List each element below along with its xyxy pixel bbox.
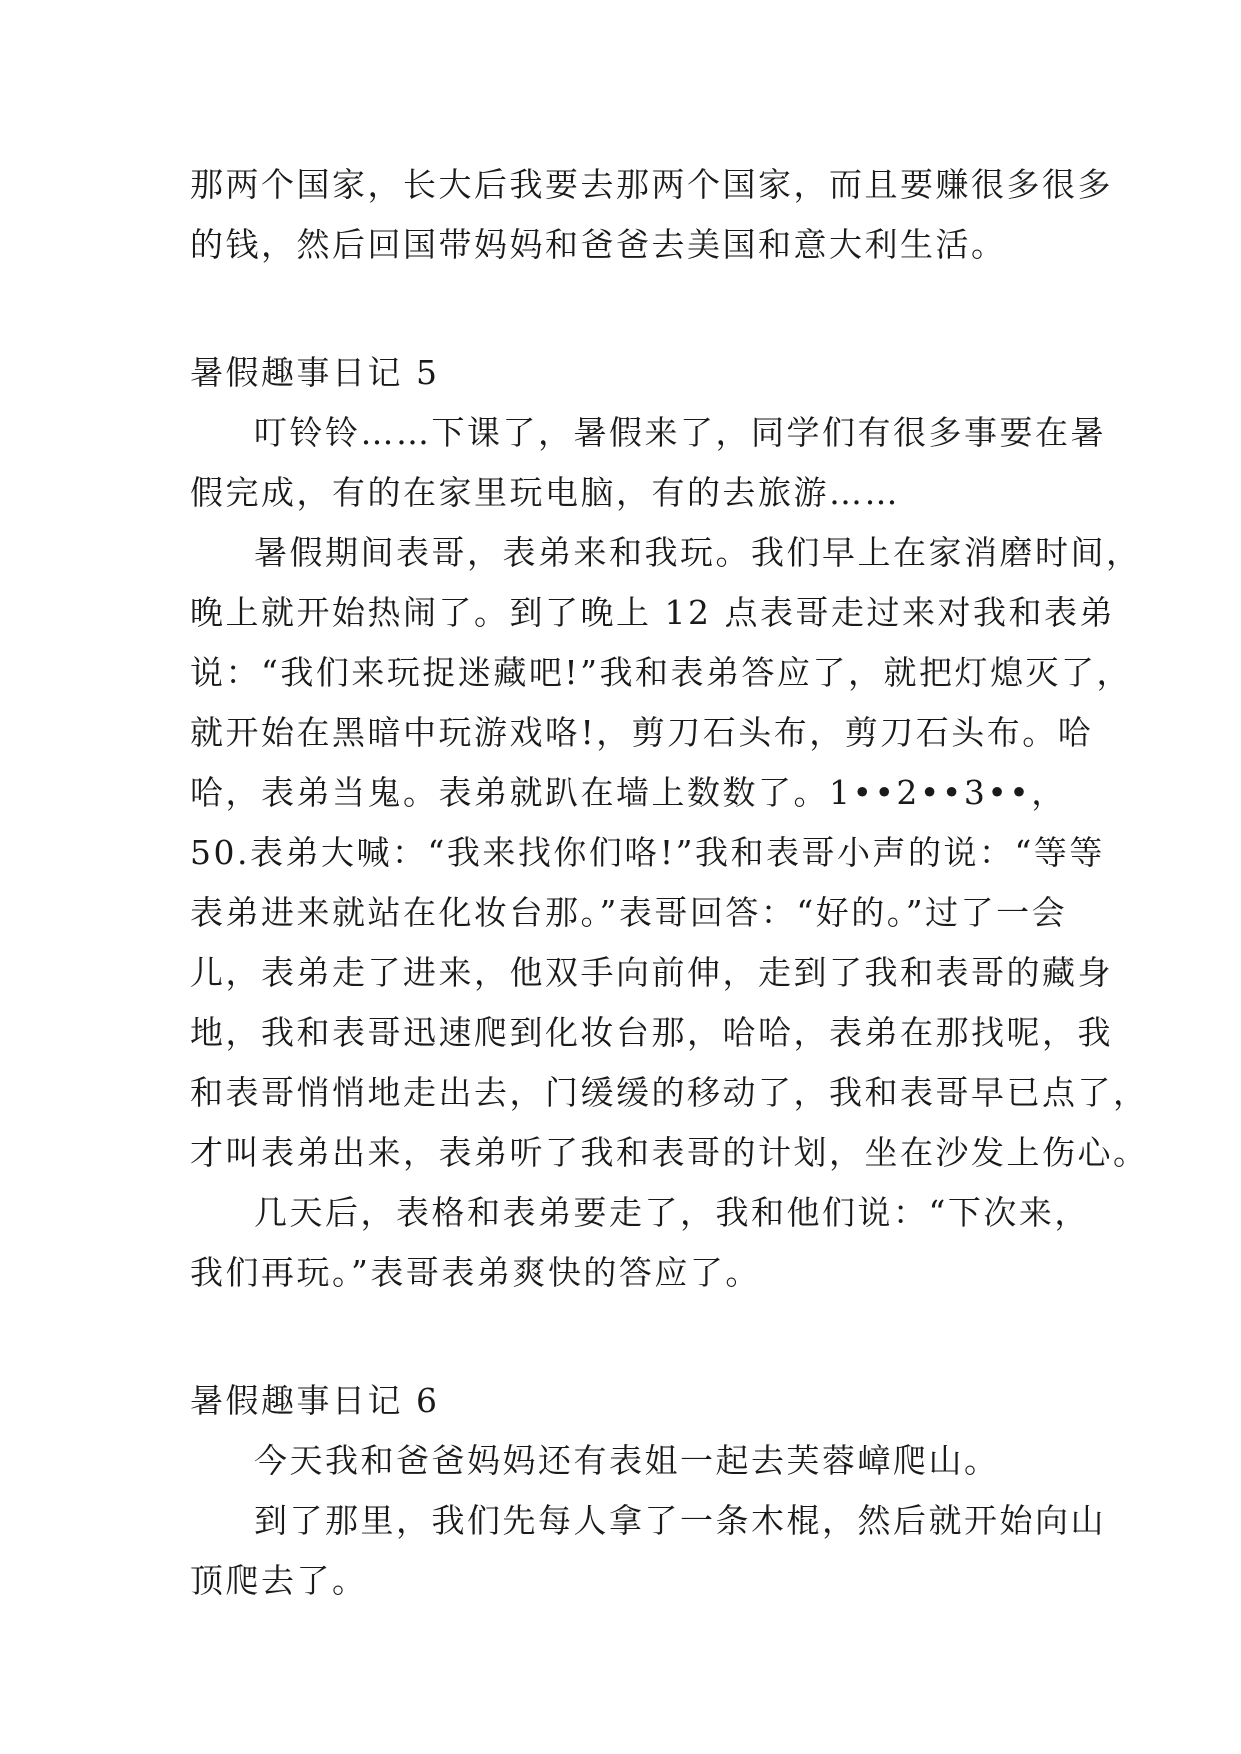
- diary-entry-5: [190, 343, 1149, 1303]
- text-line: 哈，表弟当鬼。表弟就趴在墙上数数了。1••2••3••，: [190, 773, 1067, 812]
- text-line: 顶爬去了。: [190, 1561, 368, 1600]
- text-line: 说：“我们来玩捉迷藏吧!”我和表弟答应了，就把灯熄灭了，: [190, 653, 1133, 692]
- paragraph: [190, 1431, 1050, 1491]
- diary-entry-6: [190, 1371, 1106, 1611]
- diary-title: 暑假趣事日记 6: [190, 1381, 440, 1420]
- text-line: 那两个国家，长大后我要去那两个国家，而且要赚很多很多: [190, 165, 1113, 204]
- continuation-paragraph: [190, 155, 1113, 275]
- text-line: 叮铃铃……下课了，暑假来了，同学们有很多事要在暑: [254, 413, 1106, 452]
- paragraph: [190, 403, 1106, 523]
- text-line: 儿，表弟走了进来，他双手向前伸，走到了我和表哥的藏身: [190, 953, 1113, 992]
- text-line: 几天后，表格和表弟要走了，我和他们说：“下次来，: [254, 1193, 1090, 1232]
- document-page: [190, 155, 1149, 1611]
- text-line: 和表哥悄悄地走出去，门缓缓的移动了，我和表哥早已点了，: [190, 1073, 1149, 1112]
- paragraph: [190, 523, 1149, 1183]
- text-line: 暑假期间表哥，表弟来和我玩。我们早上在家消磨时间，: [254, 533, 1142, 572]
- text-line: 我们再玩。”表哥表弟爽快的答应了。: [190, 1253, 761, 1292]
- text-line: 50.表弟大喊：“我来找你们咯!”我和表哥小声的说：“等等: [190, 833, 1105, 872]
- text-line: 假完成，有的在家里玩电脑，有的去旅游……: [190, 473, 900, 512]
- text-line: 才叫表弟出来，表弟听了我和表哥的计划，坐在沙发上伤心。: [190, 1133, 1149, 1172]
- text-line: 地，我和表哥迅速爬到化妆台那，哈哈，表弟在那找呢，我: [190, 1013, 1113, 1052]
- paragraph: [190, 1183, 1090, 1303]
- text-line: 的钱，然后回国带妈妈和爸爸去美国和意大利生活。: [190, 225, 1007, 264]
- text-line: 今天我和爸爸妈妈还有表姐一起去芙蓉嶂爬山。: [254, 1441, 1000, 1480]
- text-line: 到了那里，我们先每人拿了一条木棍，然后就开始向山: [254, 1501, 1106, 1540]
- text-line: 就开始在黑暗中玩游戏咯!，剪刀石头布，剪刀石头布。哈: [190, 713, 1094, 752]
- text-line: 晚上就开始热闹了。到了晚上 12 点表哥走过来对我和表弟: [190, 593, 1115, 632]
- paragraph: [190, 1491, 1106, 1611]
- diary-title: 暑假趣事日记 5: [190, 353, 440, 392]
- text-line: 表弟进来就站在化妆台那。”表哥回答：“好的。”过了一会: [190, 893, 1068, 932]
